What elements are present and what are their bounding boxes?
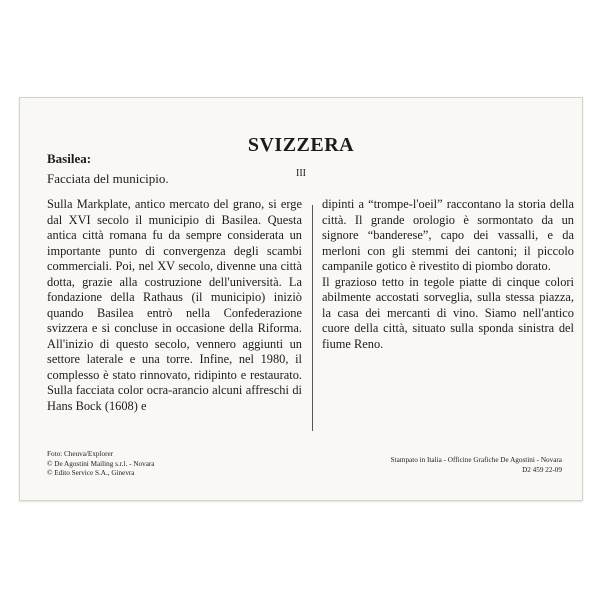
photo-credits [47,450,154,479]
paragraph: dipinti a “trompe-l'oeil” raccontano la storia della città. Il grande orologio è sormontato da un signore “banderese”, capo dei vassalli, e da merloni con gli stemmi dei cantoni; il piccolo campanile gotico è rivestito di piombo dorato. [322,197,574,273]
card-title: SVIZZERA [247,134,355,156]
credit-line: © De Agostini Mailing s.r.l. - Novara [47,459,155,468]
credit-line: © Edito Service S.A., Ginevra [47,469,135,478]
paragraph: Il grazioso tetto in tegole piatte di cinque colori abilmente accostati sorveglia, sulla stessa piazza, la casa dei mercanti di vino. Siamo nell'antico cuore della città, situato sulla sponda sinistra del fiume Reno. [322,274,574,351]
credit-line: Foto: Cheuva/Explorer [47,450,114,458]
text-column-left [47,197,302,414]
paragraph: Sulla Markplate, antico mercato del grano, si erge dal XVI secolo il municipio di Basilea. Questa antica città romana fu da sempre considerata un importante punto di convergenza degli scambi commerciali. Poi, nel XV secolo, divenne una città dotta, grazie alla costruzione dell'università. La fondazione della Rathaus (il municipio) iniziò quando Basilea entrò nella Confederazione svizzera e si concluse in occasione della Riforma. All'inizio di questo secolo, vennero aggiunti un settore laterale e una torre. Infine, nel 1980, il complesso è stato rinnovato, ridipinto e restaurato. Sulla facciata color ocra-arancio alcuni affreschi di Hans Bock (1608) e [47,197,302,413]
printer-info [391,456,562,475]
column-divider [312,205,313,431]
postcard-back [19,97,583,501]
city-heading: Basilea: [47,151,92,166]
card-subtitle: Facciata del municipio. [47,171,169,186]
text-column-right [322,197,574,352]
printer-line: Stampato in Italia - Officine Grafiche De Agostini - Novara [390,456,562,464]
product-code: D2 459 22-09 [522,465,562,474]
card-number: III [296,168,306,179]
